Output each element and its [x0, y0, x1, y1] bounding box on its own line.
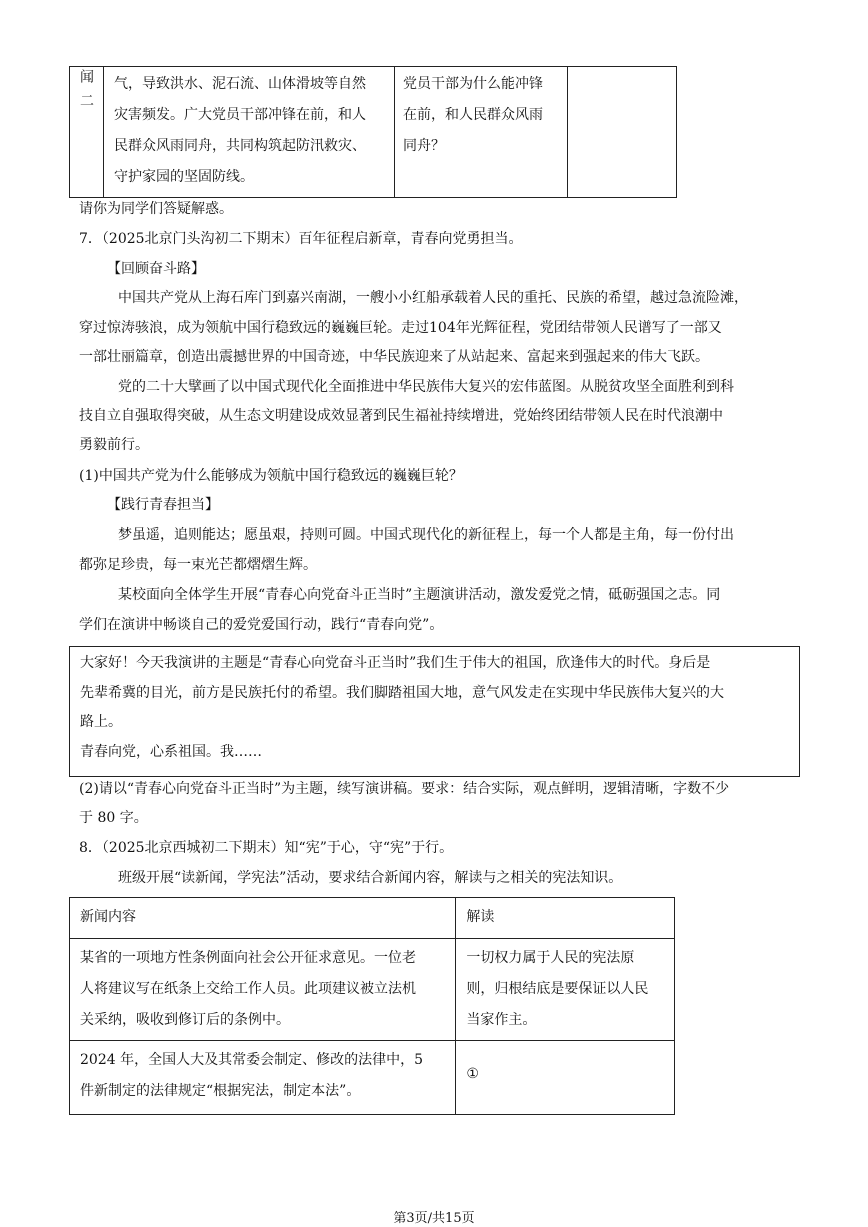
cell-line: 灾害频发。广大党员干部冲锋在前，和人 — [113, 107, 366, 123]
q7-para2-line: 技自立自强取得突破，从生态文明建设成效显著到民生福祉持续增进，党始终团结带领人民在时代浪潮中 — [79, 408, 723, 424]
table-row — [70, 1041, 675, 1115]
speech-line: 青春向党，心系祖国。我…… — [80, 744, 262, 760]
table-row — [70, 939, 675, 1041]
q7-para1-line: 穿过惊涛骇浪，成为领航中国行稳致远的巍巍巨轮。走过104年光辉征程，党团结带领人民谱写了一部又 — [79, 320, 722, 336]
q7-sub2-line: (2)请以“青春心向党奋斗正当时”为主题，续写演讲稿。要求：结合实际，观点鲜明，逻辑清晰，字数不少 — [79, 781, 730, 797]
q7-para1-line: 一部壮丽篇章，创造出震撼世界的中国奇迹，中华民族迎来了从站起来、富起来到强起来的伟大飞跃。 — [79, 349, 709, 365]
q7-para3-line: 都弥足珍贵，每一束光芒都熠熠生辉。 — [79, 557, 317, 573]
cell-line: 关采纳，吸收到修订后的条例中。 — [80, 1012, 290, 1028]
q7-para4-line: 某校面向全体学生开展“青春心向党奋斗正当时”主题演讲活动，激发爱党之情，砥砺强国之志。同 — [118, 587, 721, 603]
cell-line: 同舟？ — [402, 138, 445, 154]
table-cell-label — [70, 67, 104, 198]
question-table-top — [69, 66, 677, 198]
news-cell — [70, 1041, 456, 1115]
speech-line: 先辈希冀的目光，前方是民族托付的希望。我们脚踏祖国大地，意气风发走在实现中华民族伟大复兴的大 — [80, 685, 724, 701]
q7-sub1: (1)中国共产党为什么能够成为领航中国行稳致远的巍巍巨轮？ — [79, 468, 463, 484]
cell-label-text: 闻二 — [78, 69, 94, 117]
cell-line: 人将建议写在纸条上交给工作人员。此项建议被立法机 — [80, 981, 416, 997]
q7-para2-line: 党的二十大擘画了以中国式现代化全面推进中华民族伟大复兴的宏伟蓝图。从脱贫攻坚全面胜利到科 — [118, 379, 734, 395]
q8-heading: 8．（2025北京西城初二下期末）知“宪”于心，守“宪”于行。 — [79, 840, 454, 856]
cell-line: 气，导致洪水、泥石流、山体滑坡等自然 — [113, 76, 366, 92]
q7-para3-line: 梦虽遥，追则能达；愿虽艰，持则可圆。中国式现代化的新征程上，每一个人都是主角，每一份付出 — [118, 527, 734, 543]
news-table — [69, 897, 675, 1115]
table-header-reading — [456, 898, 675, 939]
q7-para2-line: 勇毅前行。 — [79, 437, 149, 453]
news-cell — [70, 939, 456, 1041]
reading-cell — [456, 1041, 675, 1115]
q7-heading: 7．（2025北京门头沟初二下期末）百年征程启新章，青春向党勇担当。 — [79, 231, 523, 247]
cell-line: 民群众风雨同舟，共同构筑起防汛救灾、 — [113, 138, 366, 154]
table-cell-question — [394, 67, 567, 198]
table-cell-answer — [568, 67, 677, 198]
cell-line: 一切权力属于人民的宪法原 — [466, 950, 635, 966]
cell-line: 件新制定的法律规定“根据宪法，制定本法”。 — [80, 1083, 361, 1099]
cell-line: 在前，和人民群众风雨 — [402, 107, 543, 123]
q7-para1-line: 中国共产党从上海石库门到嘉兴南湖，一艘小小红船承载着人民的重托、民族的希望，越过急流险滩， — [118, 290, 748, 306]
cell-line: 当家作主。 — [466, 1012, 537, 1028]
q7-sub2-line: 于 80 字。 — [79, 810, 148, 826]
q8-intro: 班级开展“读新闻，学宪法”活动，要求结合新闻内容，解读与之相关的宪法知识。 — [118, 870, 623, 886]
table-cell-news — [103, 67, 394, 198]
q7-para4-line: 学们在演讲中畅谈自己的爱党爱国行动，践行“青春向党”。 — [79, 617, 444, 633]
cell-line: 2024 年，全国人大及其常委会制定、修改的法律中，5 — [80, 1052, 423, 1068]
table-header-news — [70, 898, 456, 939]
header-label: 解读 — [466, 909, 495, 925]
answer-blank-marker: ① — [466, 1066, 479, 1082]
q7-section2-title: 【践行青春担当】 — [107, 497, 219, 513]
cell-line: 某省的一项地方性条例面向社会公开征求意见。一位老 — [80, 950, 416, 966]
q7-section1-title: 【回顾奋斗路】 — [107, 261, 205, 277]
cell-line: 则，归根结底是要保证以人民 — [466, 981, 649, 997]
speech-box — [69, 646, 800, 777]
page-footer: 第3页/共15页 — [393, 1211, 475, 1226]
instruction-text: 请你为同学们答疑解惑。 — [79, 201, 233, 217]
speech-line: 路上。 — [80, 714, 122, 730]
reading-cell — [456, 939, 675, 1041]
table-header-row — [70, 898, 675, 939]
cell-line: 党员干部为什么能冲锋 — [402, 76, 543, 92]
speech-line: 大家好！今天我演讲的主题是“青春心向党奋斗正当时”我们生于伟大的祖国，欣逢伟大的时代。身后是 — [80, 655, 711, 671]
cell-line: 守护家园的坚固防线。 — [113, 169, 254, 185]
header-label: 新闻内容 — [80, 909, 136, 925]
